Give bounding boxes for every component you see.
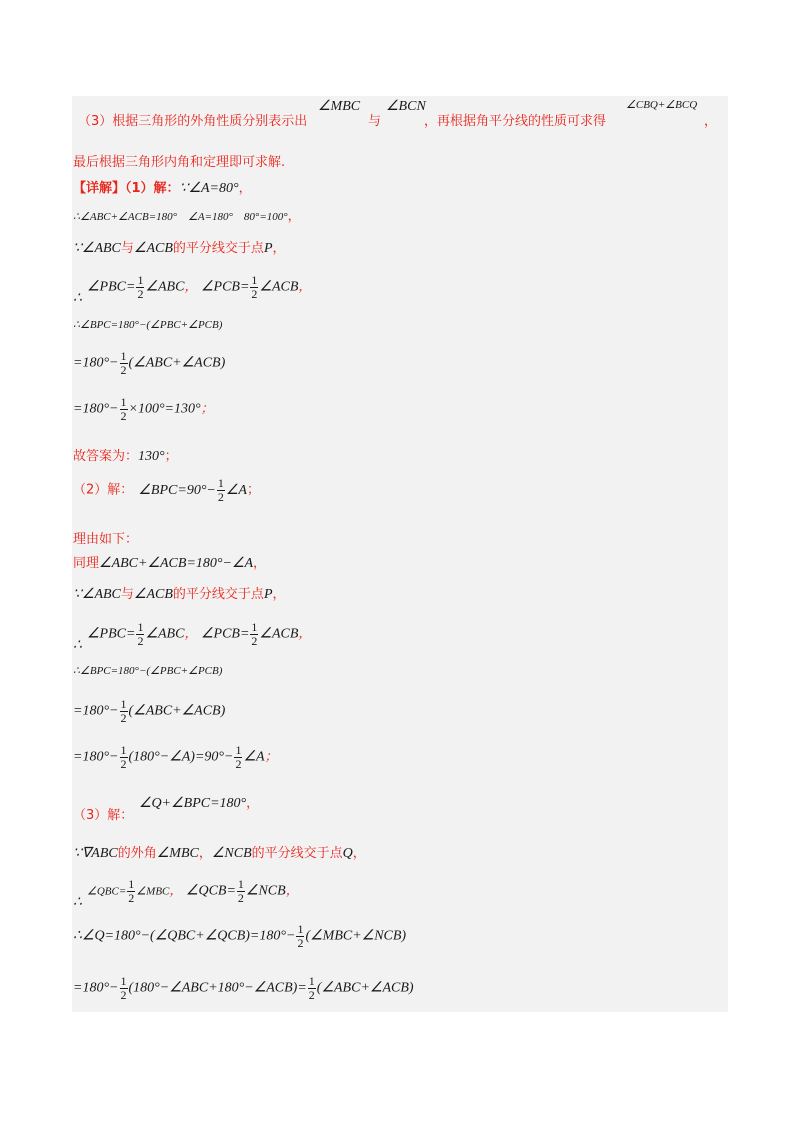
therefore-symbol: ∴	[73, 895, 82, 910]
numerator: 1	[308, 974, 315, 988]
denominator: 2	[120, 711, 127, 725]
math: ∵∠ABC	[73, 587, 121, 602]
denominator: 2	[120, 988, 127, 1002]
math: ∠BPC=90°−	[138, 482, 216, 498]
denominator: 2	[237, 891, 244, 905]
line-21	[73, 872, 393, 912]
line-4	[73, 205, 301, 224]
denominator: 2	[308, 988, 315, 1002]
text: ，	[352, 846, 366, 861]
numerator: 1	[120, 974, 127, 988]
math: (180°−∠A)=90°−	[128, 749, 234, 765]
math: ∵∠A=80°	[179, 181, 239, 196]
text: ，	[169, 883, 183, 899]
text: ，	[253, 556, 267, 571]
math: =180°−	[73, 703, 119, 719]
denominator: 2	[137, 634, 144, 648]
line-20	[73, 842, 366, 862]
numerator: 1	[217, 476, 224, 490]
text: 与	[120, 241, 134, 256]
text: 【详解】（1）解：	[73, 181, 180, 196]
denominator: 2	[128, 891, 135, 905]
math: ∠ACB	[259, 626, 299, 642]
text: ，	[238, 181, 252, 196]
math: (∠ABC+∠ACB)	[128, 355, 226, 371]
math: =180°−	[73, 749, 119, 765]
line-8	[73, 350, 225, 377]
text: ，	[298, 279, 312, 295]
numerator: 1	[137, 273, 144, 287]
math: (∠ABC+∠ACB)	[128, 703, 226, 719]
text: ，	[246, 796, 260, 811]
denominator: 2	[137, 287, 144, 301]
line-3	[73, 177, 252, 197]
numerator: 1	[120, 743, 127, 757]
text: 的平分线交于点	[251, 846, 343, 861]
math: (180°−∠ABC+180°−∠ACB)=	[128, 980, 307, 996]
math: ×100°=130°	[128, 401, 201, 417]
denominator: 2	[251, 287, 258, 301]
text: 的平分线交于点	[172, 587, 264, 602]
math: =180°−	[73, 980, 119, 996]
math: P	[263, 241, 273, 256]
text: ，	[298, 626, 312, 642]
math: ∠ABC+∠ACB=180°−∠A	[99, 556, 254, 571]
line-6	[73, 266, 393, 306]
math: ∠QBC=	[87, 885, 127, 898]
text: 与	[120, 587, 134, 602]
text: ，	[272, 241, 286, 256]
line-14	[73, 583, 286, 603]
line-2: 最后根据三角形内角和定理即可求解.	[73, 155, 286, 170]
math: ∠ABC	[145, 626, 185, 642]
line-7: ∴∠BPC=180°−(∠PBC+∠PCB)	[73, 319, 223, 331]
text: ，再根据角平分线的性质可求得	[424, 114, 607, 129]
text: 与	[368, 114, 382, 129]
denominator: 2	[235, 757, 242, 771]
text: 故答案为：	[73, 449, 139, 464]
math: ∴∠ABC+∠ACB=180° ∠A=180° 80°=100°	[73, 211, 288, 223]
line-23	[73, 975, 414, 1002]
text: （3）根据三角形的外角性质分别表示出	[78, 114, 308, 129]
math: ∠BCN	[386, 99, 426, 114]
line-1	[78, 96, 728, 136]
math: Q	[342, 846, 353, 861]
line-16: ∴∠BPC=180°−(∠PBC+∠PCB)	[73, 665, 223, 677]
denominator: 2	[297, 936, 304, 950]
math: ∠Q+∠BPC=180°	[139, 796, 247, 811]
text: ，	[272, 587, 286, 602]
denominator: 2	[120, 757, 127, 771]
math: ∵∇ABC	[73, 846, 118, 861]
text: ，	[704, 114, 718, 129]
numerator: 1	[235, 743, 242, 757]
math: ∠NCB	[211, 846, 252, 861]
math: ∠PCB=	[200, 626, 250, 642]
math: P	[263, 587, 273, 602]
text: ；	[200, 401, 214, 417]
text: ，	[184, 279, 198, 295]
math: ∠ACB	[133, 587, 173, 602]
math: ∠PBC=	[87, 279, 136, 295]
math: ∠QCB=	[185, 883, 236, 899]
numerator: 1	[120, 395, 127, 409]
math: 130°	[138, 449, 165, 464]
denominator: 2	[120, 363, 127, 377]
line-13	[73, 552, 266, 572]
text: ；	[164, 449, 178, 464]
math: (∠ABC+∠ACB)	[316, 980, 414, 996]
math: (∠MBC+∠NCB)	[305, 928, 407, 944]
math: ∠MBC	[318, 99, 361, 114]
line-15	[73, 613, 393, 653]
math: ∠ACB	[259, 279, 299, 295]
line-22	[73, 923, 406, 950]
therefore-symbol: ∴	[73, 291, 82, 306]
line-11	[73, 477, 260, 504]
text: ；	[246, 482, 260, 498]
text: ，	[198, 846, 212, 861]
text: （2）解：	[73, 482, 134, 498]
math: ∠NCB	[245, 883, 286, 899]
math: =180°−	[73, 401, 119, 417]
math: ∠PCB=	[200, 279, 250, 295]
math: ∠PBC=	[87, 626, 136, 642]
math: ∠ACB	[133, 241, 173, 256]
text: ，	[285, 883, 299, 899]
text: 的外角	[117, 846, 157, 861]
line-17	[73, 698, 225, 725]
numerator: 1	[297, 922, 304, 936]
text: 同理	[73, 556, 100, 571]
line-18	[73, 744, 278, 771]
numerator: 1	[128, 877, 135, 891]
numerator: 1	[120, 697, 127, 711]
text: ，	[184, 626, 198, 642]
denominator: 2	[217, 490, 224, 504]
line-9	[73, 396, 214, 423]
line-19	[73, 790, 373, 824]
math: ∠MBC	[136, 885, 170, 898]
math: ∠A	[225, 482, 247, 498]
numerator: 1	[237, 877, 244, 891]
denominator: 2	[251, 634, 258, 648]
line-5	[73, 237, 286, 257]
math: ∠CBQ+∠BCQ	[626, 99, 698, 111]
math: ∠ABC	[145, 279, 185, 295]
math: ∵∠ABC	[73, 241, 121, 256]
numerator: 1	[251, 620, 258, 634]
denominator: 2	[120, 409, 127, 423]
line-12: 理由如下：	[73, 532, 139, 547]
text: 的平分线交于点	[172, 241, 264, 256]
math: ∠MBC	[156, 846, 199, 861]
numerator: 1	[137, 620, 144, 634]
math: =180°−	[73, 355, 119, 371]
text: ，	[287, 209, 301, 224]
math: ∴∠Q=180°−(∠QBC+∠QCB)=180°−	[73, 928, 296, 944]
text: （3）解：	[73, 808, 134, 823]
therefore-symbol: ∴	[73, 638, 82, 653]
numerator: 1	[120, 349, 127, 363]
math: ∠A	[243, 749, 265, 765]
line-10	[73, 445, 178, 465]
text: ；	[264, 749, 278, 765]
numerator: 1	[251, 273, 258, 287]
